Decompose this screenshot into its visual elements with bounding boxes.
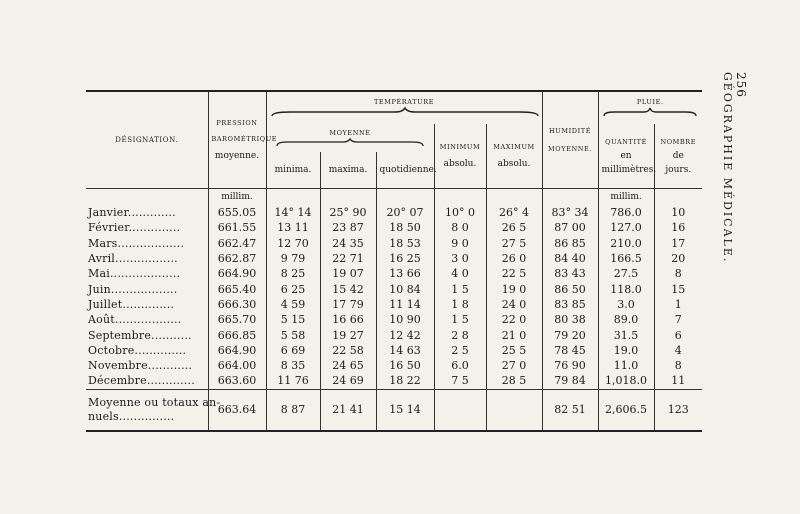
jours-value: 6 (674, 328, 682, 342)
header-humidite (542, 91, 598, 189)
pression-value: 666.85 (208, 327, 266, 342)
table-row (86, 358, 702, 373)
minima-value: 6 69 (266, 343, 320, 358)
table-row (86, 220, 702, 235)
jours-value: 8 (674, 359, 682, 373)
minima-value: 12 70 (266, 236, 320, 251)
quantite-value: 89.0 (598, 312, 654, 327)
maxima-value: 22 71 (320, 251, 376, 266)
table-row (86, 312, 702, 327)
humidite-value: 86 85 (542, 236, 598, 251)
table-row-total (86, 389, 702, 431)
minimum-absolu-value: 8 0 (434, 220, 486, 235)
quantite-value: 210.0 (598, 236, 654, 251)
header-maximum-line2: absolu. (497, 159, 531, 169)
header-pluie-label: PLUIE. (636, 98, 664, 106)
maxima-value: 15 42 (320, 281, 376, 296)
pression-value: 665.40 (208, 281, 266, 296)
header-row-1 (86, 91, 702, 124)
page-number: 256 (734, 72, 748, 98)
month-name: Février.............. (86, 220, 208, 235)
table-row (86, 297, 702, 312)
minimum-absolu-value: 1 5 (434, 281, 486, 296)
maximum-absolu-value: 25 5 (486, 343, 542, 358)
quantite-value: 166.5 (598, 251, 654, 266)
minima-value: 8 35 (266, 358, 320, 373)
humidite-value: 76 90 (542, 358, 598, 373)
humidite-value: 87 00 (542, 220, 598, 235)
pression-value: 664.00 (208, 358, 266, 373)
humidite-value: 86 50 (542, 281, 598, 296)
maxima-value: 23 87 (320, 220, 376, 235)
quotidienne-value: 12 42 (376, 327, 434, 342)
header-designation: DÉSIGNATION. (86, 91, 208, 189)
quotidienne-value: 16 50 (376, 358, 434, 373)
header-maximum (486, 124, 542, 189)
minima-value: 9 79 (266, 251, 320, 266)
minimum-absolu-value: 1 8 (434, 297, 486, 312)
header-nombre-line2: de (672, 150, 684, 161)
header-minimum-line2: absolu. (443, 159, 477, 169)
minima-value: 5 15 (266, 312, 320, 327)
quotidienne-value: 11 14 (376, 297, 434, 312)
pluie-brace-icon (602, 108, 698, 118)
month-name: Juin.................. (86, 281, 208, 296)
total-humidite: 82 51 (542, 389, 598, 431)
maximum-absolu-value: 22 0 (486, 312, 542, 327)
minima-value: 6 25 (266, 281, 320, 296)
jours-value: 4 (674, 343, 682, 357)
quantite-value: 118.0 (598, 281, 654, 296)
header-pluie (598, 91, 702, 124)
climate-table (86, 90, 702, 432)
minima-value: 4 59 (266, 297, 320, 312)
minima-value: 5 58 (266, 327, 320, 342)
header-quantite-line2: en (620, 150, 632, 161)
units-row (86, 189, 702, 206)
total-quotidienne: 15 14 (376, 389, 434, 431)
quotidienne-value: 18 22 (376, 373, 434, 389)
quotidienne-value: 18 50 (376, 220, 434, 235)
header-humidite-line1: HUMIDITÉ (549, 127, 592, 135)
jours-value: 10 (671, 206, 686, 220)
minimum-absolu-value: 2 8 (434, 327, 486, 342)
pression-value: 661.55 (208, 220, 266, 235)
header-nombre (654, 124, 702, 189)
minimum-absolu-value: 6.0 (434, 358, 486, 373)
pression-value: 655.05 (208, 205, 266, 220)
total-maximum-absolu (486, 389, 542, 431)
month-name: Novembre............ (86, 358, 208, 373)
unit-quantite: millim. (598, 189, 654, 206)
quantite-value: 786.0 (598, 205, 654, 220)
quantite-value: 19.0 (598, 343, 654, 358)
maxima-value: 24 35 (320, 236, 376, 251)
maxima-value: 25° 90 (320, 205, 376, 220)
pression-value: 664.90 (208, 266, 266, 281)
total-label (86, 389, 221, 431)
month-name: Octobre.............. (86, 343, 208, 358)
humidite-value: 78 45 (542, 343, 598, 358)
table-row (86, 373, 702, 389)
maximum-absolu-value: 22 5 (486, 266, 542, 281)
month-name: Juillet.............. (86, 297, 208, 312)
header-minima: minima. (266, 152, 320, 189)
header-temperature-label: TEMPÉRATURE (373, 98, 435, 106)
table-row (86, 251, 702, 266)
quotidienne-value: 10 84 (376, 281, 434, 296)
jours-value: 7 (674, 313, 682, 327)
maximum-absolu-value: 27 5 (486, 236, 542, 251)
quantite-value: 31.5 (598, 327, 654, 342)
humidite-value: 83 85 (542, 297, 598, 312)
header-pression-line1: PRESSION (216, 119, 258, 127)
header-quotidienne: quotidienne. (376, 152, 434, 189)
jours-value: 17 (671, 236, 686, 250)
header-temperature (266, 91, 542, 124)
month-name: Décembre............. (86, 373, 208, 389)
header-moyenne (266, 124, 434, 152)
maximum-absolu-value: 26 5 (486, 220, 542, 235)
header-minimum (434, 124, 486, 189)
quotidienne-value: 20° 07 (376, 205, 434, 220)
minimum-absolu-value: 9 0 (434, 236, 486, 251)
temperature-brace-icon (270, 108, 540, 118)
jours-value: 20 (671, 252, 686, 266)
quantite-value: 27.5 (598, 266, 654, 281)
quantite-value: 127.0 (598, 220, 654, 235)
header-maxima: maxima. (320, 152, 376, 189)
minima-value: 8 25 (266, 266, 320, 281)
minimum-absolu-value: 1 5 (434, 312, 486, 327)
moyenne-brace-icon (275, 139, 425, 148)
maxima-value: 16 66 (320, 312, 376, 327)
total-quantite: 2,606.5 (598, 389, 654, 431)
maxima-value: 24 69 (320, 373, 376, 389)
jours-value: 8 (674, 267, 682, 281)
pression-value: 665.70 (208, 312, 266, 327)
header-maximum-line1: MAXIMUM (493, 143, 535, 151)
humidite-value: 79 20 (542, 327, 598, 342)
maximum-absolu-value: 21 0 (486, 327, 542, 342)
quotidienne-value: 16 25 (376, 251, 434, 266)
maximum-absolu-value: 26° 4 (486, 205, 542, 220)
humidite-value: 83° 34 (542, 205, 598, 220)
header-nombre-line3: jours. (665, 164, 692, 175)
header-pression-line3: moyenne. (214, 151, 260, 161)
header-pression (208, 91, 278, 189)
total-label-line2: nuels............... (88, 409, 175, 423)
header-pression-line2: BAROMÉTRIQUE (211, 135, 278, 143)
quotidienne-value: 14 63 (376, 343, 434, 358)
pression-value: 664.90 (208, 343, 266, 358)
table-body (86, 205, 702, 389)
month-name: Mars.................. (86, 236, 208, 251)
minimum-absolu-value: 3 0 (434, 251, 486, 266)
header-moyenne-label: MOYENNE (329, 128, 371, 137)
total-jours: 123 (654, 389, 702, 431)
quantite-value: 11.0 (598, 358, 654, 373)
maximum-absolu-value: 27 0 (486, 358, 542, 373)
header-quantite (598, 124, 657, 189)
maxima-value: 19 07 (320, 266, 376, 281)
jours-value: 11 (671, 374, 686, 388)
maxima-value: 17 79 (320, 297, 376, 312)
month-name: Avril................. (86, 251, 208, 266)
minima-value: 11 76 (266, 373, 320, 389)
minima-value: 14° 14 (266, 205, 320, 220)
header-minimum-line1: MINIMUM (439, 143, 481, 151)
month-name: Mai................... (86, 266, 208, 281)
unit-pression: millim. (208, 189, 266, 206)
table-row (86, 236, 702, 251)
humidite-value: 83 43 (542, 266, 598, 281)
month-name: Janvier............. (86, 205, 208, 220)
table-row (86, 205, 702, 220)
header-quantite-line3: millimètres. (601, 164, 657, 175)
total-minimum-absolu (434, 389, 486, 431)
quotidienne-value: 13 66 (376, 266, 434, 281)
maximum-absolu-value: 28 5 (486, 373, 542, 389)
minimum-absolu-value: 2 5 (434, 343, 486, 358)
maximum-absolu-value: 24 0 (486, 297, 542, 312)
header-humidite-line2: MOYENNE. (548, 145, 593, 153)
jours-value: 15 (671, 282, 686, 296)
quotidienne-value: 18 53 (376, 236, 434, 251)
jours-value: 16 (671, 221, 686, 235)
maxima-value: 19 27 (320, 327, 376, 342)
pression-value: 662.87 (208, 251, 266, 266)
total-minima: 8 87 (266, 389, 320, 431)
table-row (86, 327, 702, 342)
running-title: GÉOGRAPHIE MÉDICALE. (721, 72, 734, 264)
minima-value: 13 11 (266, 220, 320, 235)
month-name: Août.................. (86, 312, 208, 327)
humidite-value: 84 40 (542, 251, 598, 266)
quotidienne-value: 10 90 (376, 312, 434, 327)
minimum-absolu-value: 4 0 (434, 266, 486, 281)
humidite-value: 79 84 (542, 373, 598, 389)
quantite-value: 3.0 (598, 297, 654, 312)
pression-value: 662.47 (208, 236, 266, 251)
pression-value: 663.60 (208, 373, 266, 389)
quantite-value: 1,018.0 (598, 373, 654, 389)
total-pression: 663.64 (208, 389, 266, 431)
maximum-absolu-value: 19 0 (486, 281, 542, 296)
minimum-absolu-value: 7 5 (434, 373, 486, 389)
header-nombre-line1: NOMBRE (660, 137, 697, 146)
maxima-value: 24 65 (320, 358, 376, 373)
minimum-absolu-value: 10° 0 (434, 205, 486, 220)
humidite-value: 80 38 (542, 312, 598, 327)
total-maxima: 21 41 (320, 389, 376, 431)
table-row (86, 343, 702, 358)
side-margin (720, 72, 748, 263)
total-label-line1: Moyenne ou totaux an- (88, 395, 221, 409)
header-quantite-line1: QUANTITÉ (605, 137, 647, 146)
jours-value: 1 (674, 297, 682, 311)
month-name: Septembre........... (86, 327, 208, 342)
table-row (86, 281, 702, 296)
maximum-absolu-value: 26 0 (486, 251, 542, 266)
maxima-value: 22 58 (320, 343, 376, 358)
table-row (86, 266, 702, 281)
pression-value: 666.30 (208, 297, 266, 312)
